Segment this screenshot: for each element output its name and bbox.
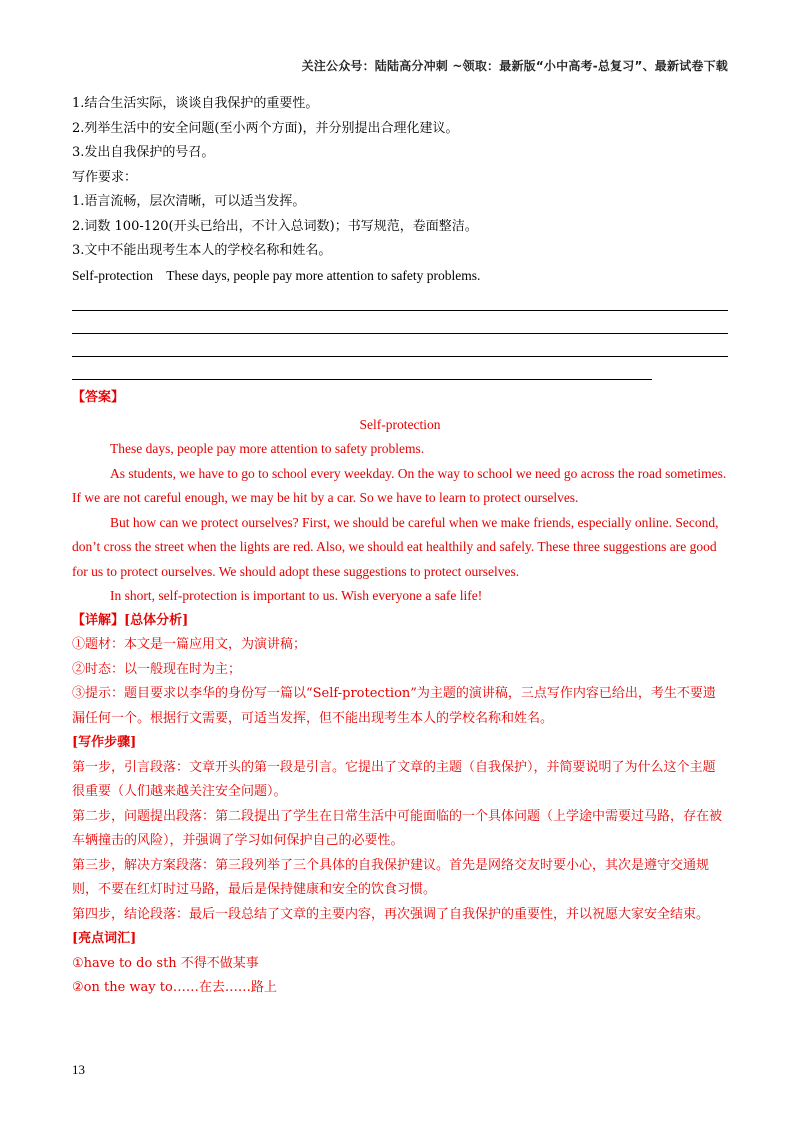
- writing-line: [72, 334, 728, 357]
- writing-line: [72, 311, 728, 334]
- writing-lines: [72, 288, 728, 380]
- requirement-item: 2.词数 100-120(开头已给出，不计入总词数)；书写规范，卷面整洁。: [72, 218, 478, 234]
- step-item: 第三步，解决方案段落：第三段列举了三个具体的自我保护建议。首先是网络交友时要小心，其次是遵守交通规则，不要在红灯时过马路，最后是保持健康和安全的饮食习惯。: [72, 857, 710, 897]
- essay-paragraph: These days, people pay more attention to safety problems.: [110, 441, 425, 456]
- page-header: 关注公众号：陆陆高分冲刺 ~领取：最新版“小中高考-总复习”、最新试卷下载: [301, 59, 728, 73]
- step-item: 第一步，引言段落：文章开头的第一段是引言。它提出了文章的主题（自我保护），并简要说明了为什么这个主题很重要（人们越来越关注安全问题）。: [72, 759, 716, 799]
- step-item: 第二步，问题提出段落：第二段提出了学生在日常生活中可能面临的一个具体问题（上学途中需要过马路，存在被车辆撞击的风险），并强调了学习如何保护自己的必要性。: [72, 808, 723, 848]
- analysis-heading: [72, 609, 728, 634]
- page-content: [72, 92, 728, 1001]
- essay-paragraph: As students, we have to go to school every weekday. On the way to school we need go across the road sometimes. If we are not careful enough, we may be hit by a car. So we have to learn to protect ourselves.: [72, 465, 727, 505]
- overall-analysis-title: [总体分析]: [124, 612, 189, 628]
- essay-paragraph: But how can we protect ourselves? First, we should be careful when we make friends, especially online. Second, don’t cross the street when the lights are red. Also, we should eat healthily and safely. These three suggestions are good for us to protect ourselves. We should adopt these suggestions to protect ourselves.: [72, 514, 719, 579]
- analysis-label: 【详解】: [72, 612, 125, 628]
- vocab-title: [亮点词汇]: [72, 931, 137, 946]
- task-point: 2.列举生活中的安全问题(至小两个方面)，并分别提出合理化建议。: [72, 120, 459, 136]
- overall-item: ①题材：本文是一篇应用文，为演讲稿；: [72, 637, 307, 652]
- answer-label: 【答案】: [72, 390, 125, 405]
- page-number: 13: [72, 1062, 85, 1077]
- essay-paragraph: In short, self-protection is important to us. Wish everyone a safe life!: [110, 588, 483, 603]
- requirements-title: 写作要求：: [72, 169, 138, 185]
- task-point: 1.结合生活实际，谈谈自我保护的重要性。: [72, 96, 319, 111]
- overall-item: ②时态：以一般现在时为主；: [72, 661, 242, 677]
- steps-title: [写作步骤]: [72, 735, 137, 750]
- step-item: 第四步，结论段落：最后一段总结了文章的主要内容，再次强调了自我保护的重要性，并以祝愿大家安全结束。: [72, 906, 710, 922]
- requirement-item: 3.文中不能出现考生本人的学校名称和姓名。: [72, 243, 332, 258]
- task-point: 3.发出自我保护的号召。: [72, 145, 215, 160]
- vocab-item: ②on the way to……在去……路上: [72, 980, 277, 995]
- vocab-item: ①have to do sth 不得不做某事: [72, 955, 259, 971]
- answer-section: [72, 386, 728, 609]
- writing-line: [72, 357, 652, 380]
- essay-prompt: Self-protection These days, people pay more attention to safety problems.: [72, 267, 481, 283]
- requirement-item: 1.语言流畅，层次清晰，可以适当发挥。: [72, 194, 306, 209]
- writing-line: [72, 288, 728, 311]
- essay-title: Self-protection: [359, 416, 441, 432]
- overall-item: ③提示：题目要求以李华的身份写一篇以“Self-protection”为主题的演讲稿，三点写作内容已给出，考生不要遗漏任何一个。根据行文需要，可适当发挥，但不能出现考生本人的学校名称和姓名。: [72, 686, 716, 726]
- analysis-section: [72, 609, 728, 1001]
